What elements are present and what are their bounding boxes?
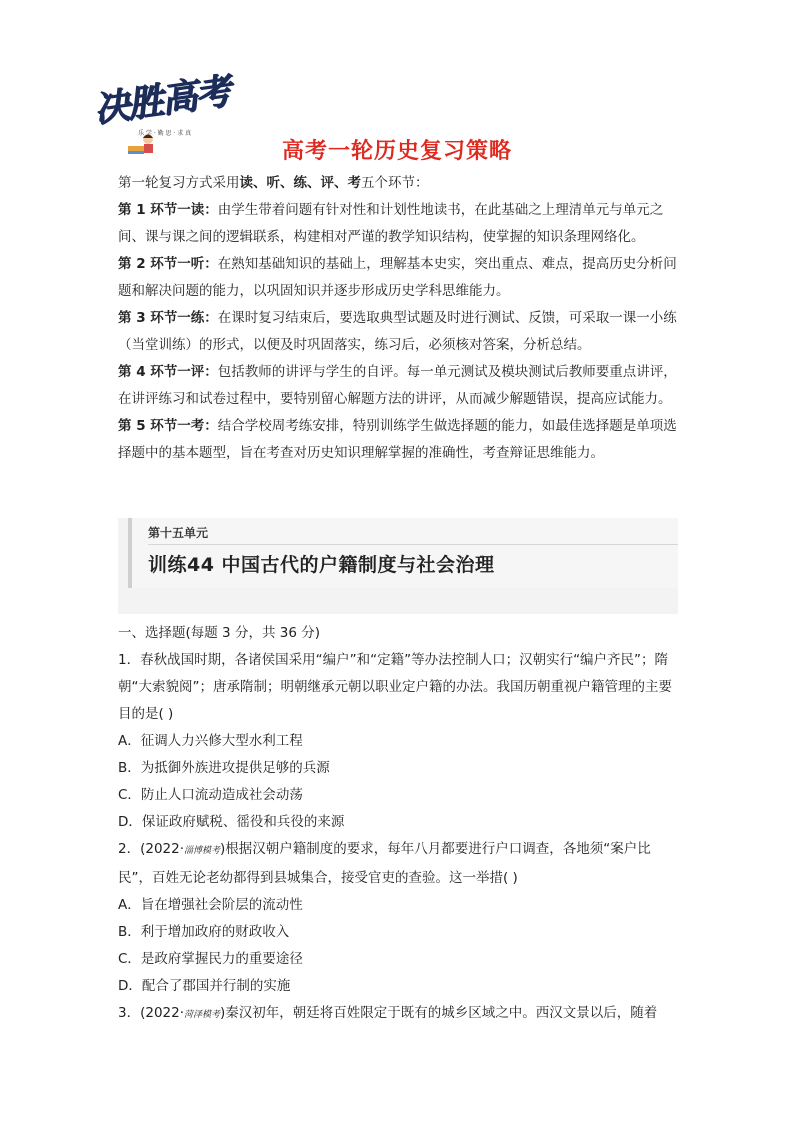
unit-banner [118,518,678,614]
step-2: 第 2 环节一听：在熟知基础知识的基础上，理解基本史实，突出重点、难点，提高历史分析问题和解决问题的能力，以巩固知识并逐步形成历史学科思维能力。 [118,256,677,299]
step-1: 第 1 环节一读：由学生带着问题有针对性和计划性地读书，在此基础之上理清单元与单元之间、课与课之间的逻辑联系，构建相对严谨的教学知识结构，使掌握的知识条理网络化。 [118,202,664,245]
question-3-source: 菏泽模考 [184,1010,221,1020]
logo-slogan: 乐 学 · 勤 思 · 求 真 [138,130,192,137]
question-2-option-a: A．旨在增强社会阶层的流动性 [118,897,303,913]
step-5: 第 5 环节一考：结合学校周考练安排，特别训练学生做选择题的能力，如最佳选择题是单项选择题中的基本题型，旨在考查对历史知识理解掌握的准确性，考查辩证思维能力。 [118,418,677,461]
question-1-option-b: B．为抵御外族进攻提供足够的兵源 [118,760,330,776]
question-2-source: 淄博模考 [184,846,221,856]
question-1-option-a: A．征调人力兴修大型水利工程 [118,733,303,749]
question-1-option-c: C．防止人口流动造成社会动荡 [118,787,303,803]
divider [148,544,678,545]
document-title: 高考一轮历史复习策略 [281,139,512,164]
question-3-stem: 3．(2022·菏泽模考)秦汉初年，朝廷将百姓限定于既有的城乡区域之中。西汉文景以后，随着 [118,1005,658,1021]
question-2-option-c: C．是政府掌握民力的重要途径 [118,951,303,967]
question-section [118,620,678,1029]
intro-section [118,170,678,467]
question-2-stem: 2．(2022·淄博模考)根据汉朝户籍制度的要求，每年八月都要进行户口调查，各地须“案户比民”，百姓无论老幼都得到县城集合，接受官吏的查验。这一举措( ) [118,841,651,886]
question-1-option-d: D．保证政府赋税、徭役和兵役的来源 [118,814,345,830]
step-3: 第 3 环节一练：在课时复习结束后，要选取典型试题及时进行测试、反馈，可采取一课一小练（当堂训练）的形式，以便及时巩固落实，练习后，必须核对答案，分析总结。 [118,310,677,353]
section-heading: 一、选择题(每题 3 分，共 36 分) [118,625,320,641]
unit-label: 第十五单元 [148,526,209,540]
unit-banner-box [128,518,678,588]
question-2-option-d: D．配合了郡国并行制的实施 [118,978,291,994]
step-4: 第 4 环节一评：包括教师的讲评与学生的自评。每一单元测试及模块测试后教师要重点讲评，在讲评练习和试卷过程中，要特别留心解题方法的讲评，从而减少解题错误，提高应试能力。 [118,364,677,407]
unit-heading: 训练44 中国古代的户籍制度与社会治理 [148,554,495,576]
intro-lead: 第一轮复习方式采用读、听、练、评、考五个环节： [118,175,429,191]
logo-wordmark: 决胜高考 [90,70,232,131]
question-2-option-b: B．利于增加政府的财政收入 [118,924,290,940]
question-1-stem: 1．春秋战国时期，各诸侯国采用“编户”和“定籍”等办法控制人口；汉朝实行“编户齐民”；隋朝“大索貌阅”；唐承隋制；明朝继承元朝以职业定户籍的办法。我国历朝重视户籍管理的主要目的是( ) [118,652,672,722]
